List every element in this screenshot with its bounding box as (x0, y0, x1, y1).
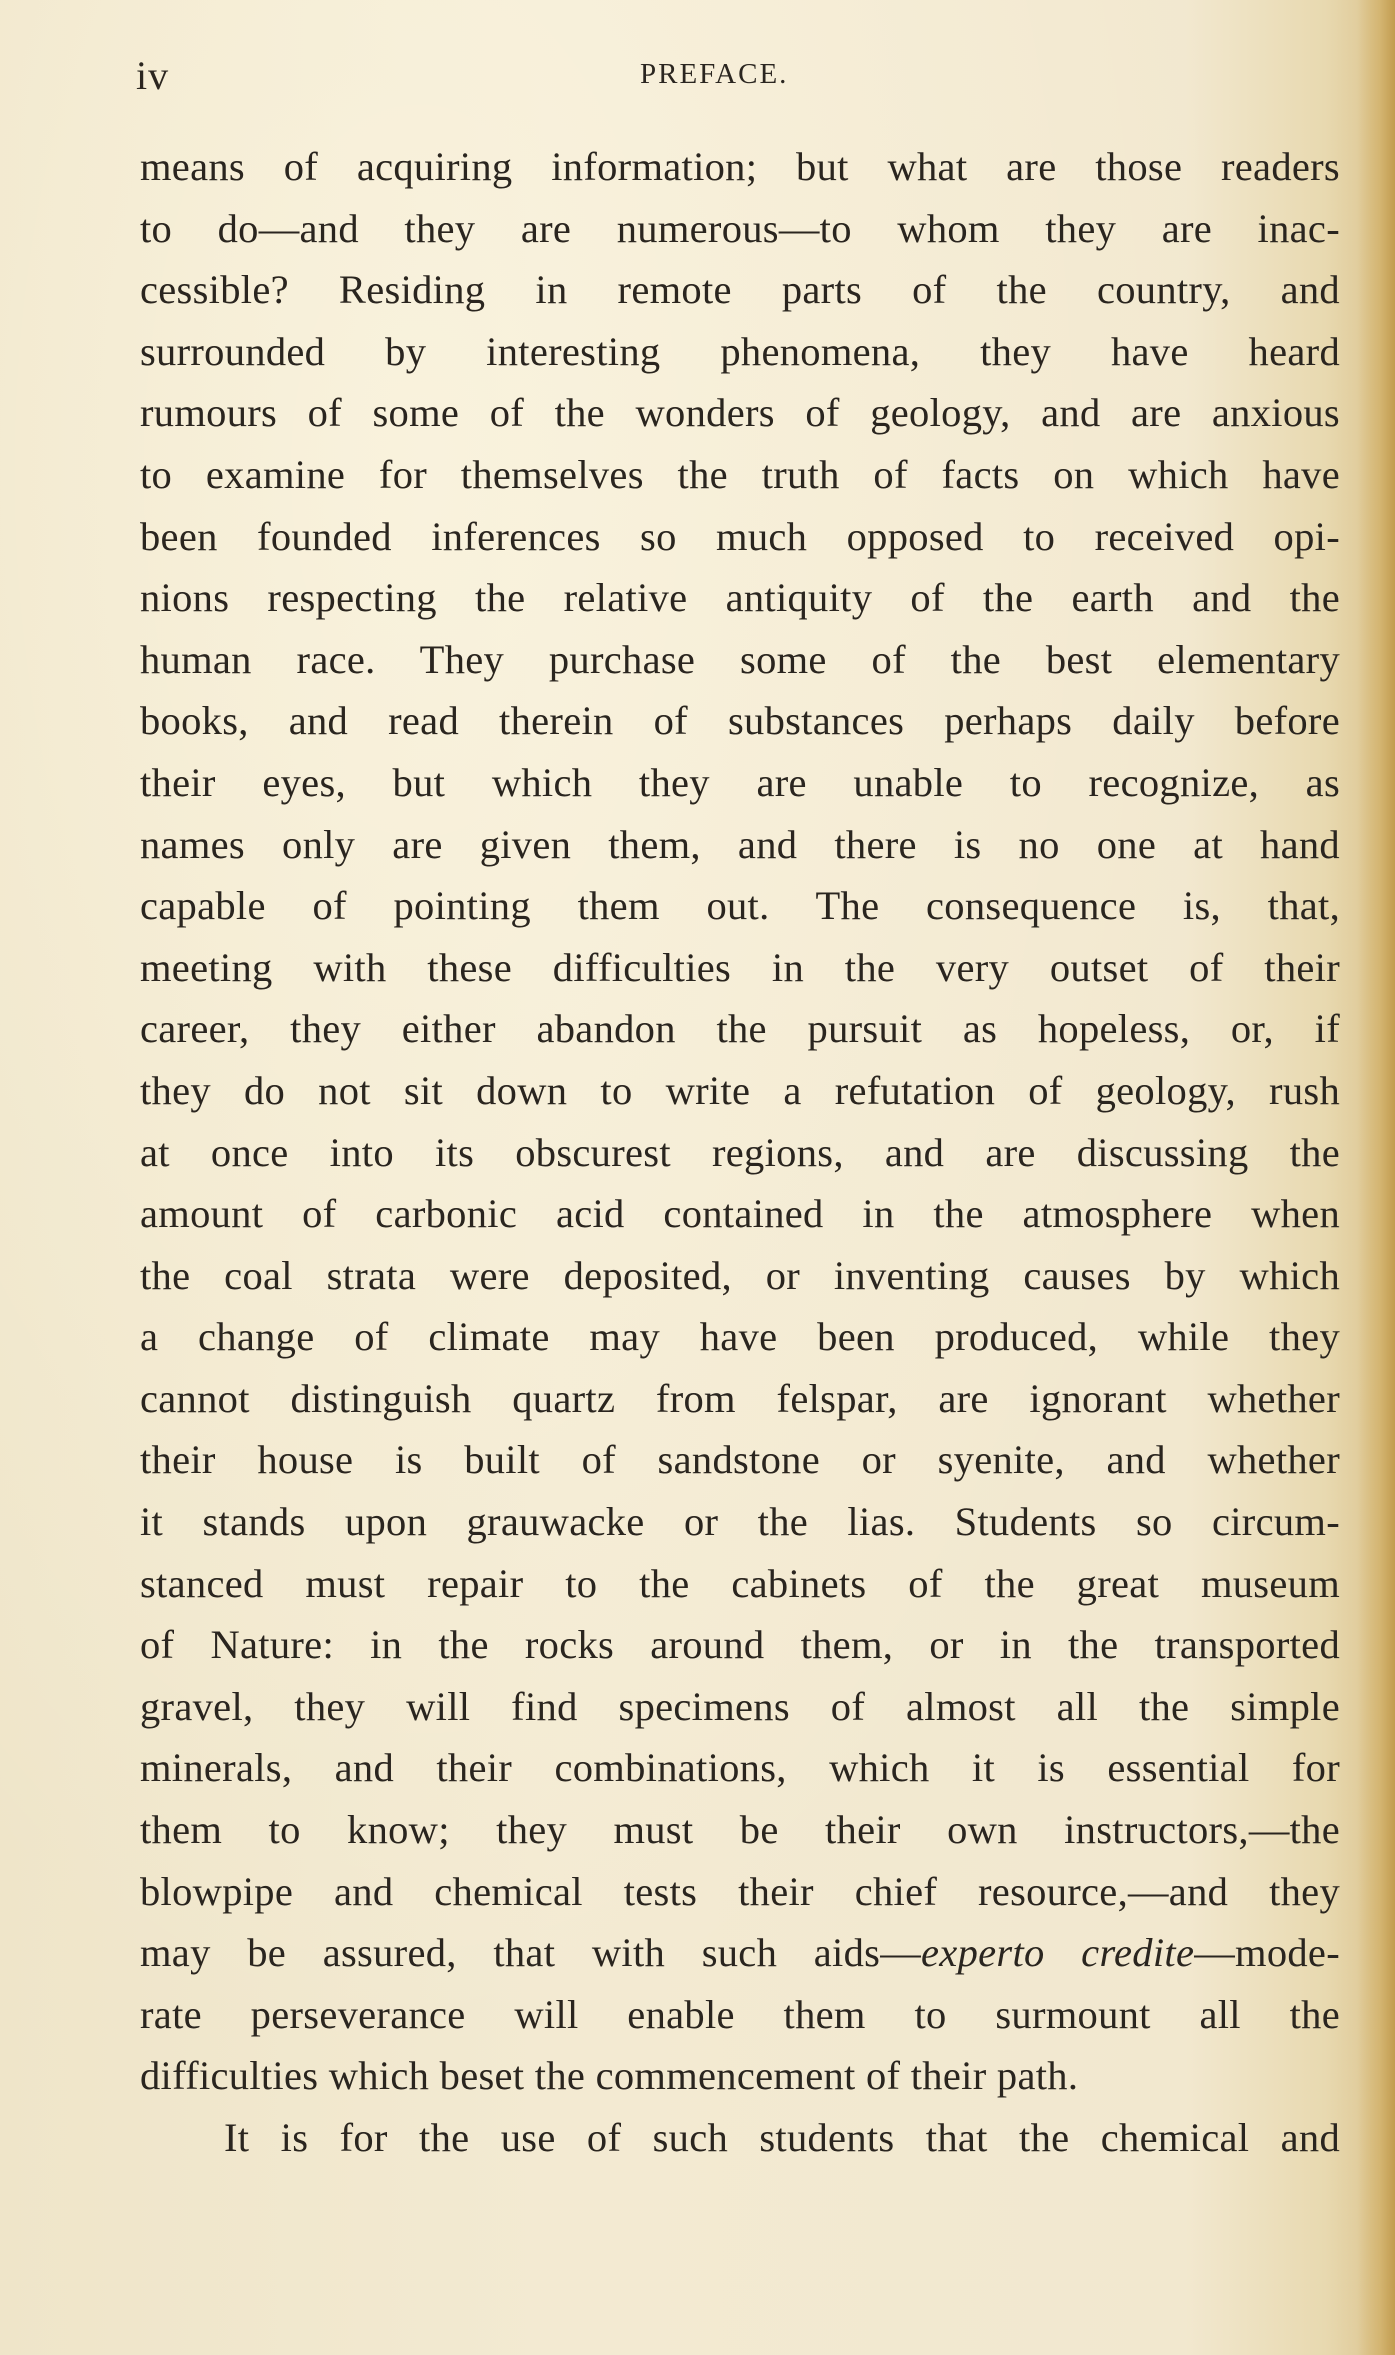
text-line: nions respecting the relative antiquity of the earth and the (140, 575, 1340, 621)
text-line: a change of climate may have been produced, while they (140, 1314, 1340, 1360)
text-line: names only are given them, and there is no one at hand (140, 821, 1340, 867)
text-line: their house is built of sandstone or syenite, and whether (140, 1437, 1340, 1483)
running-head: PREFACE. (640, 58, 789, 90)
text-line: amount of carbonic acid contained in the atmosphere when (140, 1191, 1340, 1237)
text-line: surrounded by interesting phenomena, they have heard (140, 328, 1340, 374)
text-line: to examine for themselves the truth of facts on which have (140, 451, 1340, 497)
text-line: to do—and they are numerous—to whom they are inac- (140, 205, 1340, 251)
text-line: cannot distinguish quartz from felspar, are ignorant whether (140, 1375, 1340, 1421)
text-line: of Nature: in the rocks around them, or in the transported (140, 1622, 1340, 1668)
text-line: been founded inferences so much opposed to received opi- (140, 513, 1340, 559)
text-line: meeting with these difficulties in the very outset of their (140, 944, 1340, 990)
text-line: the coal strata were deposited, or inventing causes by which (140, 1252, 1340, 1298)
text-line: their eyes, but which they are unable to recognize, as (140, 759, 1340, 805)
text-line: books, and read therein of substances perhaps daily before (140, 698, 1340, 744)
text-line: stanced must repair to the cabinets of the great museum (140, 1560, 1340, 1606)
body-text (140, 136, 1340, 2169)
text-before-italic: may be assured, that with such aids— (140, 1930, 922, 1976)
page-number: iv (136, 53, 170, 98)
text-line: gravel, they will find specimens of almost all the simple (140, 1683, 1340, 1729)
text-line: rate perseverance will enable them to surmount all the (140, 1991, 1340, 2037)
text-line: they do not sit down to write a refutation of geology, rush (140, 1067, 1340, 1113)
text-line: them to know; they must be their own instructors,—the (140, 1807, 1340, 1853)
text-line: human race. They purchase some of the best elementary (140, 636, 1340, 682)
text-line: at once into its obscurest regions, and are discussing the (140, 1129, 1340, 1175)
next-paragraph-first-line: It is for the use of such students that the chemical and (224, 2115, 1340, 2160)
text-line: blowpipe and chemical tests their chief resource,—and they (140, 1868, 1340, 1914)
text-line: rumours of some of the wonders of geology, and are anxious (140, 390, 1340, 436)
text-line: minerals, and their combinations, which it is essential for (140, 1745, 1340, 1791)
text-line: cessible? Residing in remote parts of the country, and (140, 267, 1340, 313)
page-edge-shadow (1357, 0, 1395, 2355)
paragraph-last-line: difficulties which beset the commencement of their path. (140, 2053, 1079, 2099)
text-after-italic: —mode- (1194, 1930, 1340, 1976)
text-line: career, they either abandon the pursuit as hopeless, or, if (140, 1006, 1340, 1052)
text-line-italic (140, 1922, 1340, 1984)
text-line: capable of pointing them out. The consequence is, that, (140, 883, 1340, 929)
text-line: means of acquiring information; but what are those readers (140, 144, 1340, 189)
italic-phrase: experto credite (921, 1930, 1195, 1976)
text-line: it stands upon grauwacke or the lias. Students so circum- (140, 1499, 1340, 1545)
page-header (0, 52, 1395, 112)
